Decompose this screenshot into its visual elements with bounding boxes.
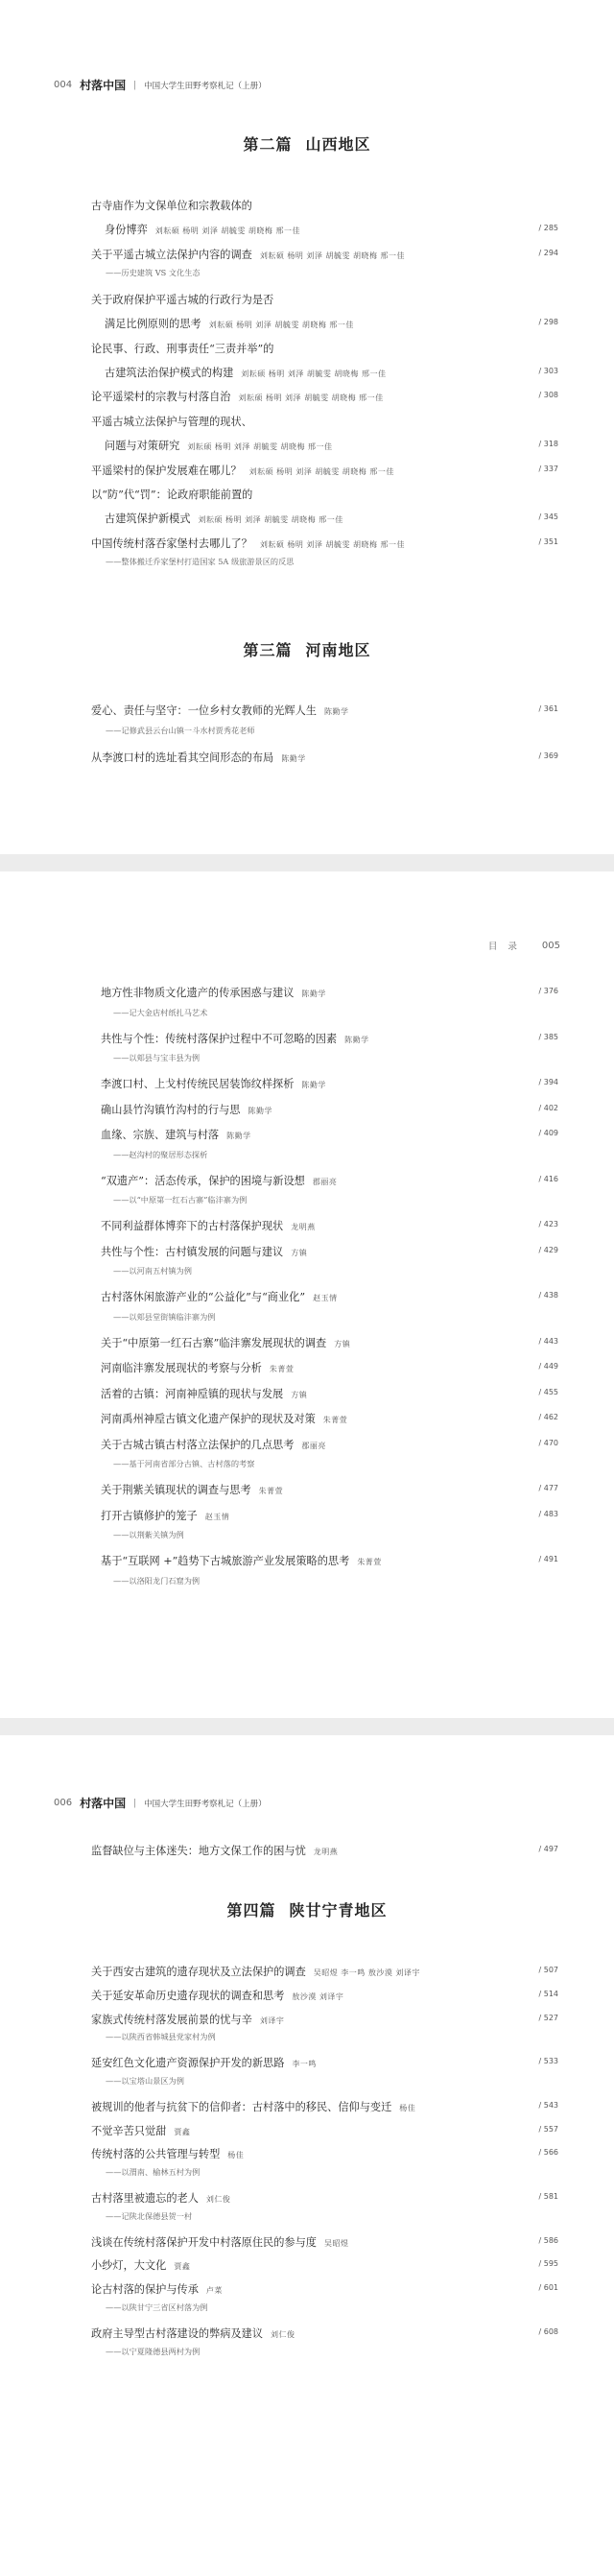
entry-authors: 刘耘硕 杨明 刘泽 胡毓雯 胡晓梅 邢一佳 — [154, 227, 300, 236]
toc-entry[interactable] — [91, 292, 508, 307]
entry-page: / 318 — [538, 440, 558, 449]
entry-page: / 586 — [538, 2235, 558, 2245]
entry-authors: 贾鑫 — [174, 2127, 191, 2136]
entry-title: 不同利益群体博弈下的古村落保护现状 — [101, 1220, 284, 1232]
toc-entry[interactable] — [101, 1102, 508, 1117]
entry-authors: 龙明燕 — [291, 1223, 316, 1231]
entry-title: 以“防”代“罚”：论政府职能前置的 — [91, 488, 253, 501]
toc-entry[interactable] — [91, 2055, 508, 2070]
entry-page: / 409 — [538, 1129, 558, 1137]
entry-title: 中国传统村落吞家堡村去哪儿了？ — [91, 537, 252, 550]
page-number: 006 — [54, 1798, 73, 1808]
entry-authors: 陈勤学 — [323, 707, 349, 716]
toc-entry[interactable] — [91, 2257, 508, 2273]
entry-page: / 285 — [538, 224, 558, 233]
entry-authors: 李一鸣 — [292, 2060, 317, 2069]
entry-subtitle: ——赵沟村的聚居形态探析 — [113, 1149, 208, 1159]
toc-entry[interactable] — [101, 1360, 508, 1375]
entry-authors: 朱菁萱 — [322, 1416, 348, 1424]
entry-authors: 敖沙漠 刘译宇 — [292, 1992, 344, 2001]
entry-title: 关于古城古镇古村落立法保护的几点思考 — [101, 1438, 295, 1451]
entry-title: 满足比例原则的思考 — [105, 318, 201, 331]
book-subtitle: 中国大学生田野考察札记（上册） — [144, 1799, 267, 1809]
entry-title: “双遗产”：活态传承，保护的困境与新设想 — [101, 1174, 305, 1187]
toc-entry[interactable] — [91, 2099, 508, 2114]
entry-subtitle: ——以宝塔山景区为例 — [106, 2076, 184, 2086]
entry-title: 传统村落的公共管理与转型 — [91, 2148, 221, 2161]
entry-title: 血缘、宗族、建筑与村落 — [101, 1129, 220, 1141]
entry-authors: 卢菜 — [205, 2286, 223, 2296]
entry-authors: 郡丽亮 — [301, 1441, 326, 1450]
entry-subtitle: ——记大金店村纸扎马艺术 — [113, 1007, 208, 1017]
entry-page: / 581 — [538, 2192, 558, 2201]
entry-title: 河南禹州神垕古镇文化遗产保护的现状及对策 — [101, 1413, 316, 1425]
entry-subtitle: ——记陕北保德县贺一村 — [106, 2210, 193, 2221]
entry-title: 共性与个性：传统村落保护过程中不可忽略的因素 — [101, 1032, 338, 1045]
entry-authors: 朱菁萱 — [258, 1487, 284, 1495]
entry-title: 关于西安古建筑的遗存现状及立法保护的调查 — [91, 1966, 306, 1978]
toc-entry[interactable] — [91, 1988, 508, 2003]
toc-entry[interactable] — [101, 1437, 508, 1452]
entry-title: 古寺庙作为文保单位和宗教载体的 — [91, 200, 252, 212]
entry-page: / 449 — [538, 1362, 558, 1371]
entry-authors: 方镇 — [334, 1339, 351, 1348]
entry-title: 不觉辛苦只觉甜 — [91, 2124, 167, 2137]
toc-entry[interactable] — [91, 316, 508, 331]
entry-page: / 351 — [538, 537, 558, 546]
header-separator: | — [133, 80, 137, 90]
entry-subtitle: ——以宁夏隆德县两村为例 — [106, 2346, 201, 2356]
entry-title: 李渡口村、上戈村传统民居装饰纹样探析 — [101, 1078, 295, 1090]
entry-authors: 朱菁萱 — [269, 1365, 295, 1373]
toc-entry[interactable] — [101, 1386, 508, 1401]
entry-title: 活着的古镇：河南神垕镇的现状与发展 — [101, 1387, 284, 1400]
entry-title: 小纱灯，大文化 — [91, 2259, 167, 2273]
book-title: 村落中国 — [80, 79, 127, 92]
entry-authors: 刘耘硕 杨明 刘泽 胡毓雯 胡晓梅 邢一佳 — [241, 369, 387, 378]
toc-page-006 — [0, 1735, 614, 2576]
entry-title: 平遥古城立法保护与管理的现状、 — [91, 415, 252, 428]
entry-page: / 394 — [538, 1078, 558, 1086]
entry-subtitle: ——整体搬迁乔家堡村打造国家 5A 级旅游景区的反思 — [106, 557, 295, 567]
toc-entry[interactable] — [101, 1244, 508, 1259]
entry-title: 被规训的他者与抗贫下的信仰者：古村落中的移民、信仰与变迁 — [91, 2100, 392, 2113]
entry-authors: 龙明燕 — [313, 1848, 339, 1856]
part-number: 第三篇 — [243, 641, 293, 659]
entry-authors: 吴昭煜 — [323, 2238, 349, 2248]
toc-entry[interactable] — [101, 1173, 508, 1188]
running-header — [54, 939, 560, 952]
entry-page: / 429 — [538, 1245, 558, 1254]
toc-entry[interactable] — [91, 365, 508, 380]
entry-subtitle: ——以郏县与宝丰县为例 — [113, 1053, 201, 1062]
entry-title: 监督缺位与主体迷失：地方文保工作的困与忧 — [91, 1845, 306, 1857]
toc-entry[interactable] — [91, 222, 508, 237]
toc-entry[interactable] — [91, 2123, 508, 2138]
entry-page: / 608 — [538, 2326, 558, 2336]
toc-entry[interactable] — [91, 438, 508, 453]
part-name: 山西地区 — [305, 135, 371, 154]
entry-authors: 方镇 — [291, 1390, 308, 1399]
entry-title: 爱心、责任与坚守：一位乡村女教师的光辉人生 — [91, 704, 317, 717]
toc-entry[interactable] — [101, 1482, 508, 1497]
entry-authors: 刘仁俊 — [205, 2195, 231, 2204]
entry-title: 古村落休闲旅游产业的“公益化”与“商业化” — [101, 1291, 306, 1303]
running-header — [54, 77, 560, 93]
entry-subtitle: ——记修武县云台山镇一斗水村贾秀花老师 — [106, 726, 255, 735]
entry-authors: 朱菁萱 — [357, 1558, 382, 1566]
entry-title: 政府主导型古村落建设的弊病及建议 — [91, 2326, 264, 2340]
toc-entry[interactable] — [91, 2146, 508, 2161]
entry-page: / 514 — [538, 1989, 558, 1998]
entry-page: / 361 — [538, 704, 558, 713]
toc-page-004 — [0, 0, 614, 854]
entry-title: 关于“中原第一红石古寨”临沣寨发展现状的调查 — [101, 1336, 327, 1349]
book-title: 村落中国 — [80, 1797, 127, 1810]
entry-authors: 吴昭煜 李一鸣 敖沙漠 刘译宇 — [313, 1968, 420, 1977]
entry-authors: 刘耘硕 杨明 刘泽 胡毓雯 胡晓梅 邢一佳 — [208, 321, 354, 330]
entry-authors: 郡丽亮 — [312, 1177, 338, 1186]
entry-authors: 杨佳 — [399, 2103, 416, 2112]
entry-page: / 470 — [538, 1438, 558, 1447]
toc-entry[interactable] — [91, 511, 508, 526]
toc-entry[interactable] — [91, 341, 508, 356]
entry-title: 论平遥梁村的宗教与村落自治 — [91, 391, 231, 404]
entry-title: 关于政府保护平遥古城的行政行为是否 — [91, 293, 274, 306]
entry-title: 基于“互联网 +”趋势下古城旅游产业发展策略的思考 — [101, 1555, 350, 1567]
entry-page: / 601 — [538, 2283, 558, 2293]
entry-page: / 533 — [538, 2057, 558, 2066]
part-title — [0, 132, 614, 155]
entry-subtitle: ——以洛阳龙门石窟为例 — [113, 1575, 201, 1586]
entry-page: / 298 — [538, 318, 558, 327]
entry-authors: 陈勤学 — [344, 1035, 369, 1044]
book-subtitle: 中国大学生田野考察札记（上册） — [144, 81, 267, 91]
entry-page: / 507 — [538, 1966, 558, 1974]
toc-entry[interactable] — [91, 198, 508, 213]
entry-page: / 402 — [538, 1103, 558, 1112]
page-number: 004 — [54, 80, 73, 90]
entry-authors: 陈勤学 — [248, 1106, 272, 1115]
entry-title: 共性与个性：古村镇发展的问题与建议 — [101, 1245, 284, 1258]
toc-entry[interactable] — [101, 1289, 508, 1304]
entry-page: / 543 — [538, 2100, 558, 2110]
entry-page: / 462 — [538, 1413, 558, 1421]
entry-page: / 308 — [538, 391, 558, 400]
toc-entry[interactable] — [91, 389, 508, 404]
entry-page: / 416 — [538, 1174, 558, 1183]
part-number: 第四篇 — [226, 1901, 276, 1920]
entry-title: 关于平遥古城立法保护内容的调查 — [91, 248, 252, 261]
entry-authors: 贾鑫 — [174, 2262, 191, 2272]
entry-authors: 刘耘硕 杨明 刘泽 胡毓雯 胡晓梅 邢一佳 — [187, 442, 333, 452]
toc-entry[interactable] — [91, 1964, 508, 1979]
entry-authors: 刘耘硕 杨明 刘泽 胡毓雯 胡晓梅 邢一佳 — [259, 250, 406, 260]
entry-title: 关于延安革命历史遗存现状的调查和思考 — [91, 1989, 285, 2002]
entry-authors: 赵玉情 — [204, 1512, 230, 1521]
toc-entry[interactable] — [91, 2012, 508, 2027]
entry-title: 家族式传统村落发展前景的忧与辛 — [91, 2013, 252, 2026]
toc-entry[interactable] — [91, 414, 508, 429]
entry-title: 浅谈在传统村落保护开发中村落原住民的参与度 — [91, 2235, 317, 2249]
toc-entry[interactable] — [91, 463, 508, 478]
toc-entry[interactable] — [101, 1411, 508, 1426]
header-separator: | — [133, 1798, 137, 1808]
entry-title: 打开古镇修护的笼子 — [101, 1509, 198, 1522]
toc-entry[interactable] — [91, 2234, 508, 2250]
toc-entry[interactable] — [91, 750, 508, 765]
entry-title: 论民事、行政、刑事责任“三责并举”的 — [91, 342, 274, 355]
toc-entry[interactable] — [91, 487, 508, 502]
entry-subtitle: ——以荆紫关镇为例 — [113, 1530, 184, 1539]
entry-page: / 455 — [538, 1387, 558, 1396]
entry-title: 身份博弈 — [105, 224, 148, 237]
entry-page: / 337 — [538, 464, 558, 473]
entry-subtitle: ——基于河南省部分古镇、古村落的考察 — [113, 1459, 255, 1468]
toc-entry[interactable] — [101, 1553, 508, 1568]
entry-page: / 369 — [538, 751, 558, 760]
entry-authors: 陈勤学 — [301, 990, 326, 998]
part-title — [0, 1898, 614, 1920]
entry-subtitle: ——以渭南、榆林五村为例 — [106, 2167, 201, 2178]
entry-subtitle: ——历史建筑 VS 文化生态 — [106, 268, 201, 278]
toc-entry[interactable] — [101, 1218, 508, 1233]
entry-authors: 陈勤学 — [226, 1132, 251, 1140]
entry-authors: 陈勤学 — [301, 1081, 326, 1089]
entry-subtitle: ——以陕甘宁三省区村落为例 — [106, 2302, 208, 2312]
entry-title: 古建筑法治保护模式的构建 — [105, 366, 234, 379]
part-title — [0, 638, 614, 660]
entry-authors: 刘耘硕 杨明 刘泽 胡毓雯 胡晓梅 邢一佳 — [259, 539, 406, 549]
entry-authors: 赵玉情 — [313, 1294, 338, 1302]
entry-page: / 483 — [538, 1509, 558, 1518]
entry-authors: 刘译宇 — [259, 2015, 285, 2025]
entry-authors: 刘仁俊 — [271, 2329, 295, 2339]
entry-authors: 陈勤学 — [281, 754, 306, 763]
entry-page: / 443 — [538, 1336, 558, 1346]
toc-entry[interactable] — [101, 985, 508, 1000]
entry-authors: 刘耘硕 杨明 刘泽 胡毓雯 胡晓梅 邢一佳 — [198, 515, 343, 525]
entry-subtitle: ——以郏县堂街镇临沣寨为例 — [113, 1311, 216, 1322]
entry-title: 古建筑保护新模式 — [105, 513, 191, 526]
part-name: 河南地区 — [305, 641, 371, 659]
header-label: 目 录 — [487, 942, 521, 952]
entry-page: / 385 — [538, 1032, 558, 1041]
toc-entry[interactable] — [91, 2326, 508, 2341]
entry-subtitle: ——以河南五村镇为例 — [113, 1266, 192, 1276]
entry-title: 河南临沣寨发展现状的考察与分析 — [101, 1362, 262, 1374]
toc-page-005 — [0, 871, 614, 1718]
entry-page: / 438 — [538, 1291, 558, 1300]
toc-entry[interactable] — [91, 1843, 508, 1858]
entry-page: / 595 — [538, 2259, 558, 2269]
entry-title: 关于荆紫关镇现状的调查与思考 — [101, 1484, 251, 1496]
part-name: 陕甘宁青地区 — [289, 1901, 388, 1920]
running-header — [54, 1795, 560, 1811]
entry-title: 确山县竹沟镇竹沟村的行与思 — [101, 1103, 241, 1116]
entry-authors: 方镇 — [291, 1248, 308, 1257]
toc-entry[interactable] — [91, 2281, 508, 2297]
toc-entry[interactable] — [101, 1031, 508, 1046]
entry-page: / 423 — [538, 1220, 558, 1228]
toc-entry[interactable] — [91, 536, 508, 551]
entry-authors: 杨佳 — [227, 2151, 245, 2160]
entry-page: / 491 — [538, 1555, 558, 1563]
entry-subtitle: ——以“中原第一红石古寨”临沣寨为例 — [113, 1195, 248, 1205]
toc-entry[interactable] — [101, 1127, 508, 1142]
entry-subtitle: ——以陕西省韩城县党家村为例 — [106, 2032, 216, 2042]
entry-page: / 527 — [538, 2013, 558, 2022]
entry-title: 问题与对策研究 — [105, 440, 180, 453]
entry-authors: 刘耘硕 杨明 刘泽 胡毓雯 胡晓梅 邢一佳 — [248, 466, 394, 476]
entry-title: 从李渡口村的选址看其空间形态的布局 — [91, 751, 274, 764]
entry-title: 古村落里被遗忘的老人 — [91, 2192, 199, 2205]
entry-title: 论古村落的保护与传承 — [91, 2283, 199, 2297]
entry-page: / 566 — [538, 2148, 558, 2158]
entry-page: / 294 — [538, 248, 558, 257]
toc-entry[interactable] — [91, 703, 508, 718]
entry-title: 延安红色文化遗产资源保护开发的新思路 — [91, 2057, 285, 2070]
toc-entry[interactable] — [101, 1076, 508, 1091]
toc-entry[interactable] — [91, 2190, 508, 2206]
entry-page: / 303 — [538, 366, 558, 375]
entry-authors: 刘耘硕 杨明 刘泽 胡毓雯 胡晓梅 邢一佳 — [238, 394, 384, 403]
toc-entry[interactable] — [101, 1335, 508, 1350]
entry-page: / 345 — [538, 513, 558, 522]
entry-title: 平遥梁村的保护发展难在哪儿？ — [91, 464, 242, 477]
toc-entry[interactable] — [91, 247, 508, 262]
entry-page: / 376 — [538, 987, 558, 995]
entry-page: / 477 — [538, 1484, 558, 1492]
entry-page: / 557 — [538, 2124, 558, 2134]
toc-entry[interactable] — [101, 1508, 508, 1523]
entry-page: / 497 — [538, 1845, 558, 1853]
part-number: 第二篇 — [243, 135, 293, 154]
entry-title: 地方性非物质文化遗产的传承困惑与建议 — [101, 987, 295, 999]
page-number: 005 — [541, 940, 560, 951]
